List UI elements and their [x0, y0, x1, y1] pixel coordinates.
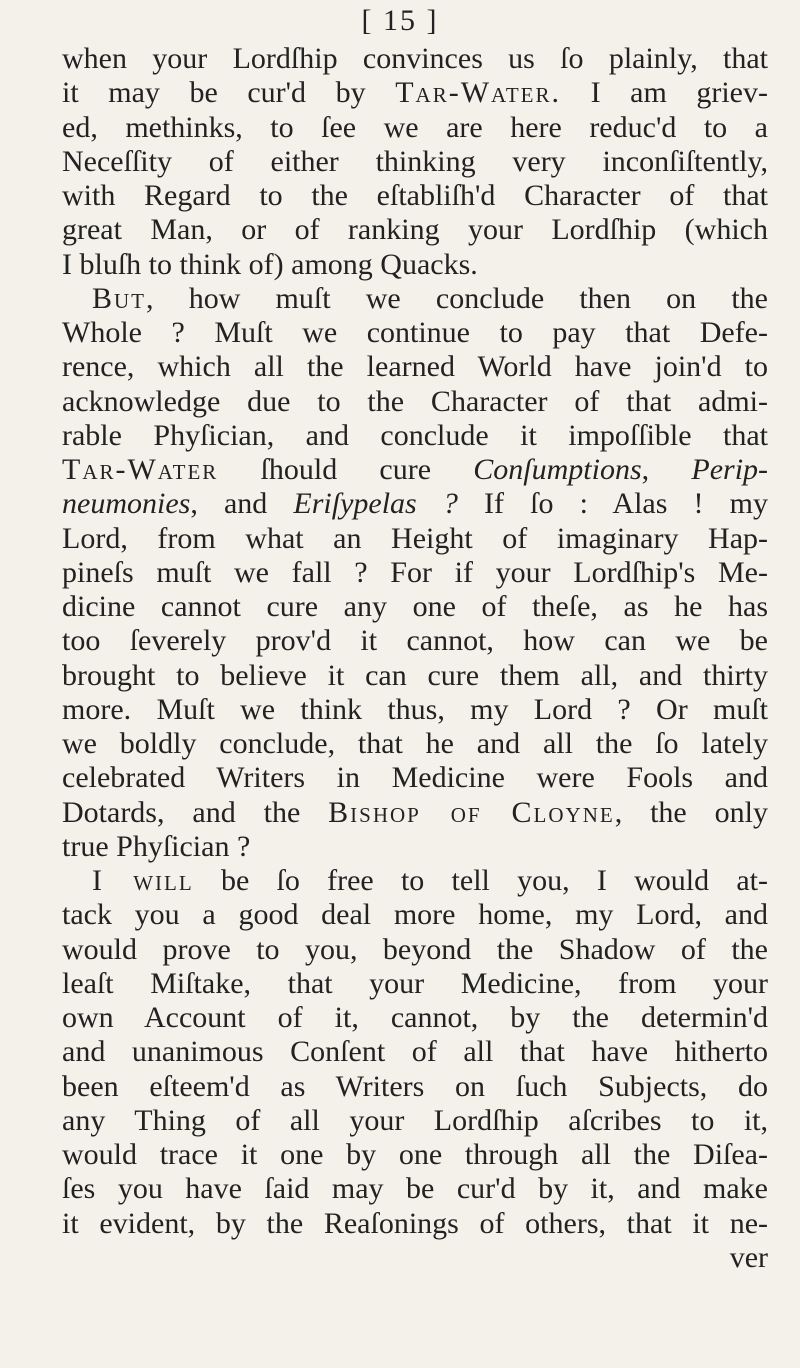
- text-line: [62, 659, 768, 693]
- text-line: [62, 1207, 768, 1241]
- text-line: [62, 796, 768, 830]
- text-segment: more. Muſt we think thus, my Lord ? Or muſt: [62, 692, 768, 726]
- text-line: [62, 830, 768, 864]
- text-segment: I am griev-: [561, 76, 768, 110]
- text-line: [62, 76, 768, 110]
- italic-text: Perip-: [691, 453, 769, 486]
- text-line: [62, 761, 768, 795]
- text-segment: and unanimous Conſent of all that have hitherto: [62, 1035, 768, 1069]
- text-line: [62, 248, 768, 282]
- small-caps-text: Tar-Water: [62, 453, 219, 486]
- text-segment: when your Lordſhip convinces us ſo plainly, that: [62, 42, 768, 75]
- text-line: [62, 350, 768, 384]
- text-segment: ſes you have ſaid may be cur'd by it, and make: [62, 1172, 768, 1206]
- text-line: [62, 967, 768, 1001]
- text-segment: tack you a good deal more home, my Lord, and: [62, 898, 768, 932]
- text-line: [62, 385, 768, 419]
- text-segment: great Man, or of ranking your Lordſhip (which: [62, 213, 768, 247]
- text-segment: , the only: [614, 795, 768, 829]
- italic-text: neumonies: [62, 487, 191, 521]
- text-line: [62, 213, 768, 247]
- text-segment: it evident, by the Reaſonings of others, that it ne-: [62, 1206, 768, 1240]
- text-segment: ſhould cure: [218, 453, 474, 486]
- text-segment: Whole ? Muſt we continue to pay that Defe-: [62, 316, 768, 349]
- text-segment: pineſs muſt we fall ? For if your Lordſhip's Me-: [62, 555, 768, 589]
- text-segment: would prove to you, beyond the Shadow of the: [62, 932, 768, 966]
- small-caps-text: I will: [92, 864, 194, 897]
- text-segment: any Thing of all your Lordſhip aſcribes to it,: [62, 1103, 768, 1137]
- text-line: [62, 316, 768, 350]
- text-line: [62, 624, 768, 658]
- text-segment: own Account of it, cannot, by the determin'd: [62, 1001, 768, 1034]
- text-line: [62, 111, 768, 145]
- text-line: [62, 1138, 768, 1172]
- text-line: [62, 727, 768, 761]
- text-line: [62, 1070, 768, 1104]
- text-segment: Dotards, and the: [62, 795, 329, 829]
- small-caps-text: Tar-Water.: [395, 76, 562, 110]
- text-line: [62, 864, 768, 898]
- page-number: [ 15 ]: [361, 4, 439, 37]
- text-segment: true Phyſician ?: [62, 829, 251, 863]
- text-line: [62, 179, 768, 213]
- text-segment: celebrated Writers in Medicine were Fools and: [62, 761, 768, 795]
- text-line: [62, 693, 768, 727]
- text-segment: ver: [729, 1240, 768, 1274]
- text-line: [62, 1001, 768, 1035]
- text-line: [62, 145, 768, 179]
- italic-text: Conſumptions: [473, 453, 642, 486]
- text-line: [62, 933, 768, 967]
- text-line: [62, 42, 768, 76]
- text-line: [62, 1241, 768, 1275]
- text-line: [62, 419, 768, 453]
- text-segment: would trace it one by one through all the Diſea-: [62, 1138, 768, 1171]
- text-segment: Neceſſity of either thinking very inconſiſtently,: [62, 144, 768, 178]
- text-segment: I bluſh to think of) among Quacks.: [62, 247, 478, 281]
- text-line: [62, 556, 768, 590]
- text-segment: acknowledge due to the Character of that admi-: [62, 384, 768, 418]
- text-line: [62, 898, 768, 932]
- text-line: [62, 1172, 768, 1206]
- text-segment: , how muſt we conclude then on the: [146, 281, 768, 315]
- text-line: [62, 1104, 768, 1138]
- text-segment: leaſt Miſtake, that your Medicine, from your: [62, 966, 768, 1000]
- text-segment: with Regard to the eſtabliſh'd Character of that: [62, 179, 768, 212]
- text-line: [62, 1035, 768, 1069]
- small-caps-text: Bishop of Cloyne: [328, 795, 615, 829]
- text-segment: ,: [641, 453, 692, 486]
- text-segment: brought to believe it can cure them all, and thirty: [62, 658, 768, 692]
- text-line: [62, 487, 768, 521]
- text-segment: If ſo : Alas ! my: [457, 487, 768, 521]
- text-segment: be ſo free to tell you, I would at-: [193, 864, 768, 897]
- text-segment: it may be cur'd by: [62, 76, 396, 110]
- text-segment: Lord, from what an Height of imaginary Hap-: [62, 521, 768, 555]
- text-segment: rable Phyſician, and conclude it impoſſible that: [62, 418, 768, 452]
- text-line: [62, 453, 768, 487]
- text-line: [62, 282, 768, 316]
- text-segment: been eſteem'd as Writers on ſuch Subjects, do: [62, 1069, 768, 1103]
- text-segment: ed, methinks, to ſee we are here reduc'd to a: [62, 110, 768, 144]
- body-text: [62, 42, 768, 1275]
- text-segment: too ſeverely prov'd it cannot, how can we be: [62, 624, 768, 658]
- italic-text: Eriſypelas ?: [293, 487, 458, 521]
- text-segment: rence, which all the learned World have join'd to: [62, 350, 768, 384]
- text-line: [62, 590, 768, 624]
- text-segment: we boldly conclude, that he and all the ſo lately: [62, 727, 768, 760]
- text-segment: , and: [190, 487, 294, 521]
- small-caps-text: But: [92, 281, 147, 315]
- text-segment: dicine cannot cure any one of theſe, as he has: [62, 590, 768, 623]
- text-line: [62, 522, 768, 556]
